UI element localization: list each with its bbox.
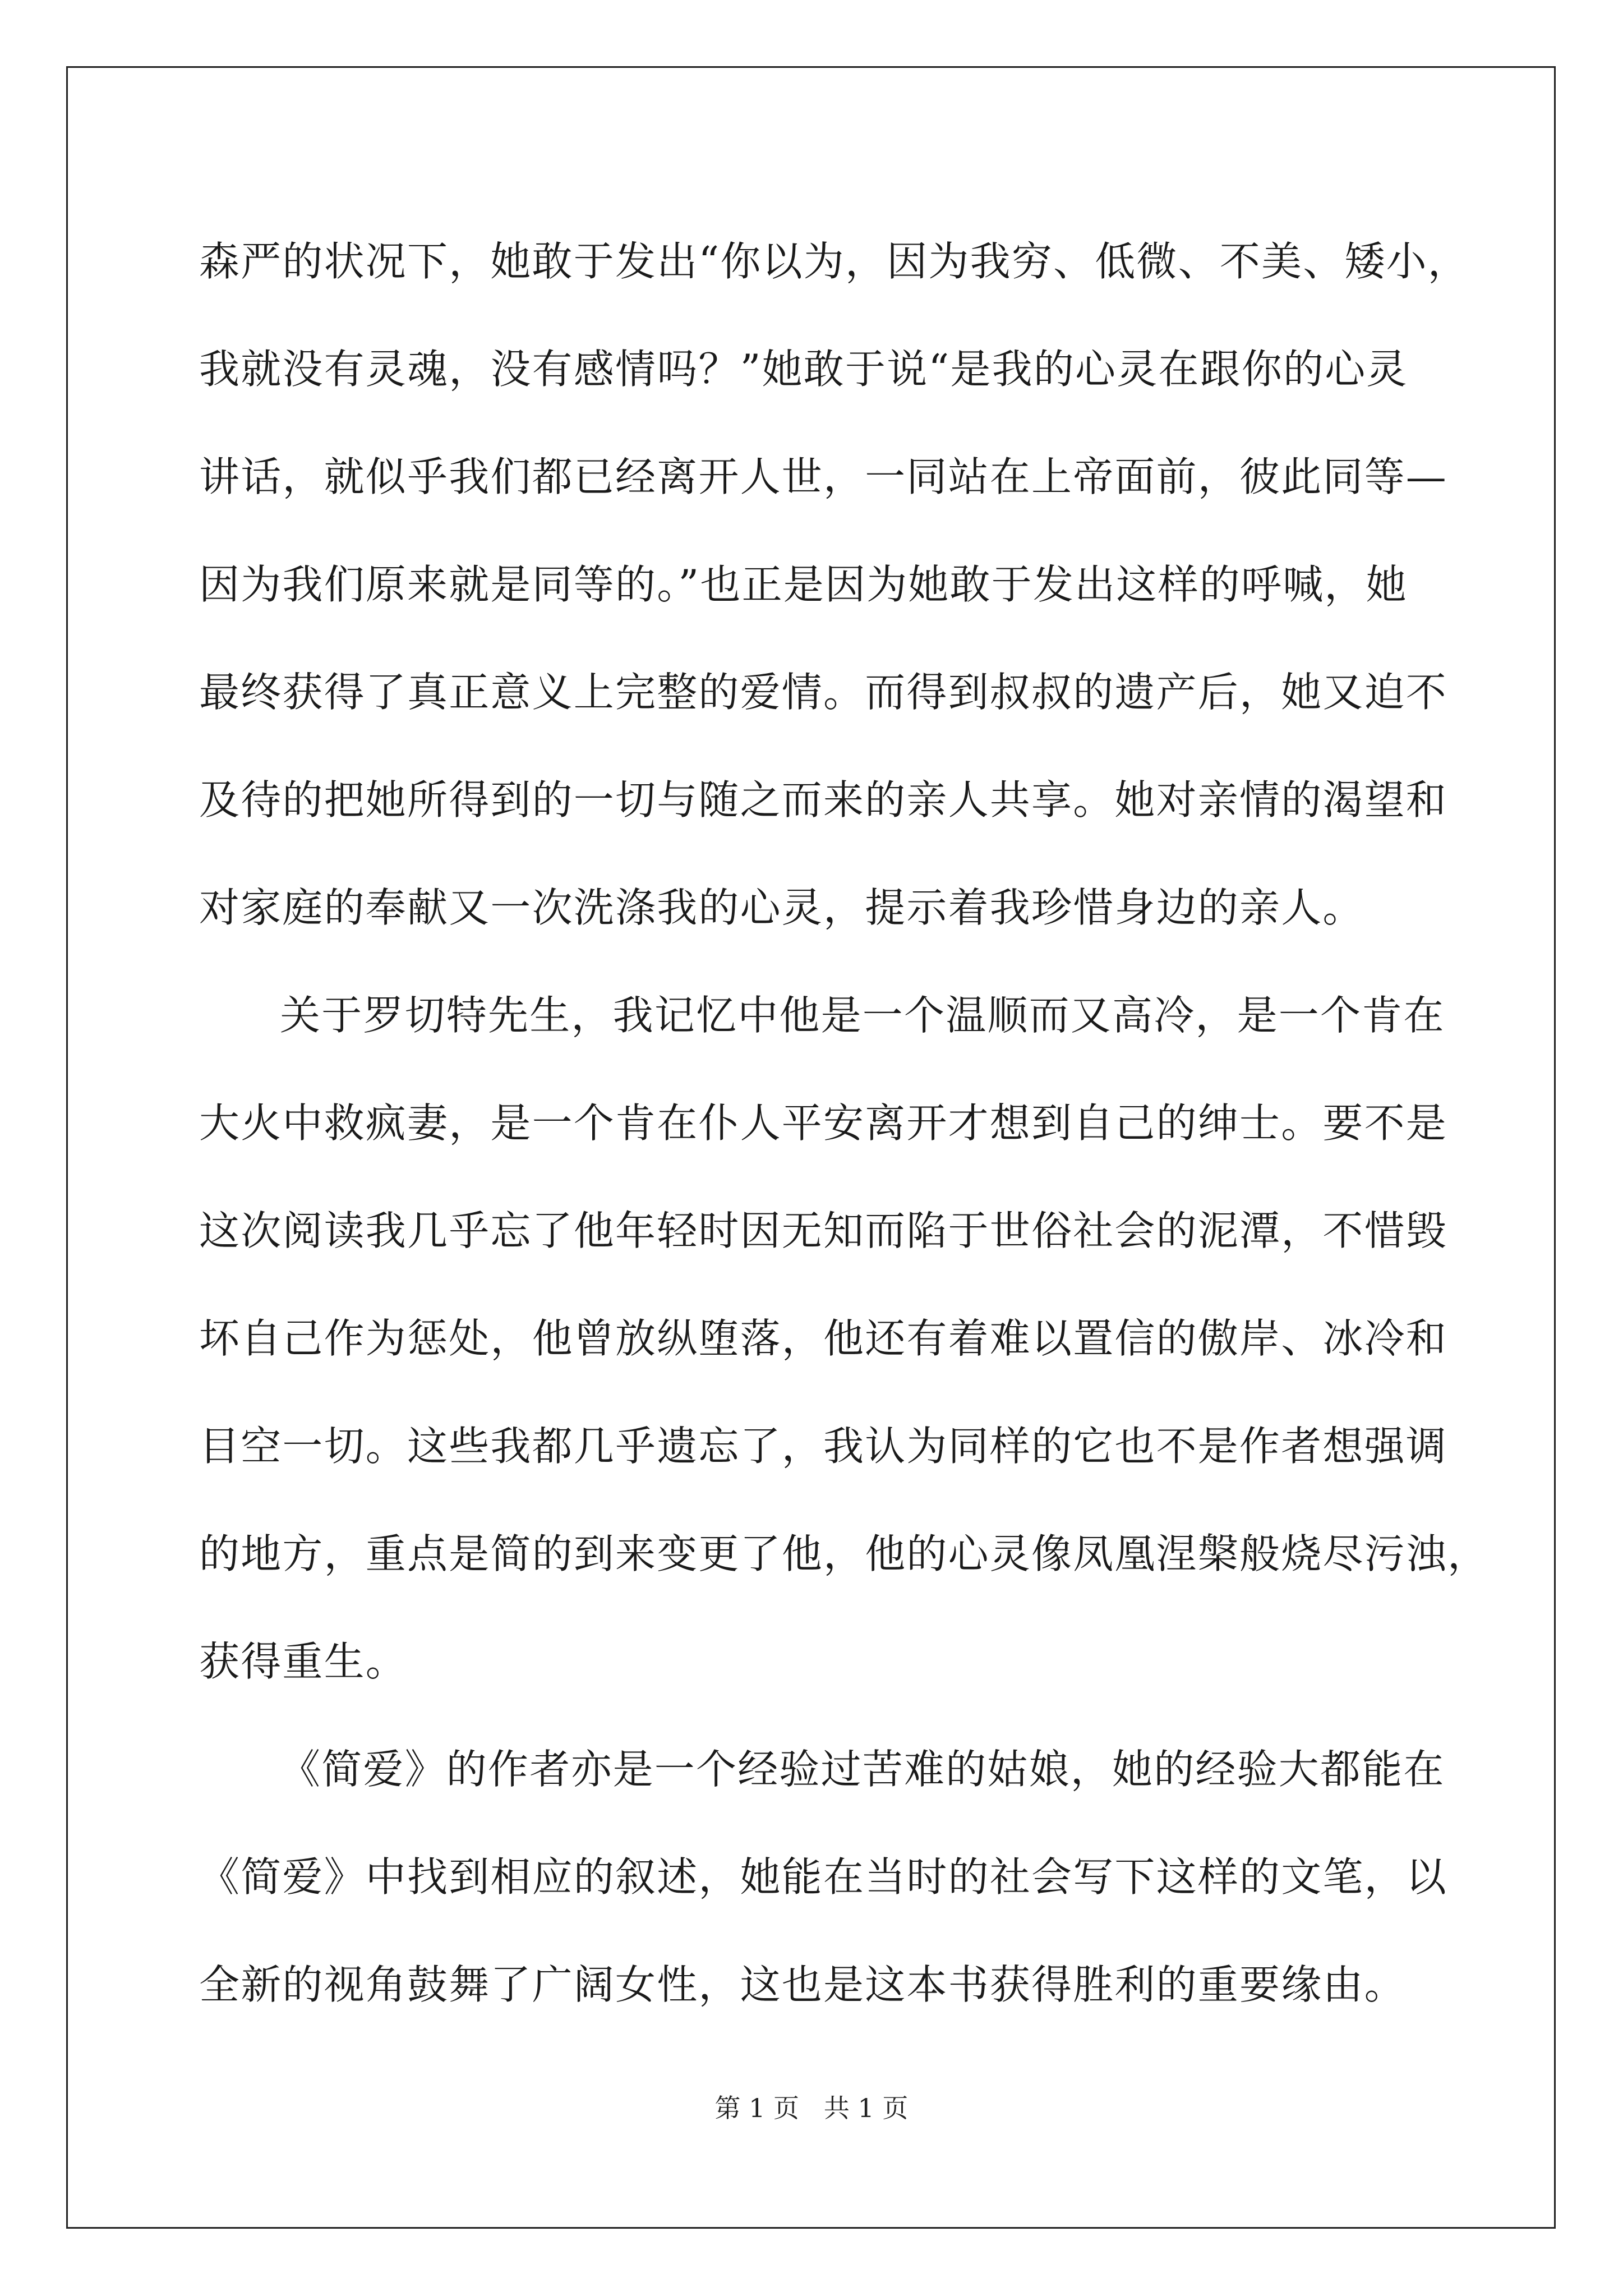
text-line: 全新的视角鼓舞了广阔女性，这也是这本书获得胜利的重要缘由。 [199,1961,1406,2008]
text-line: 《简爱》中找到相应的叙述，她能在当时的社会写下这样的文笔，以 [199,1853,1448,1901]
page-number-footer: 第 1 页 共 1 页 [714,2093,909,2123]
text-line: 《简爱》的作者亦是一个经验过苦难的姑娘，她的经验大都能在 [280,1746,1445,1793]
paragraph-2 [199,961,1490,1715]
text-line: 获得重生。 [199,1638,408,1685]
text-line: 及待的把她所得到的一切与随之而来的亲人共享。她对亲情的渴望和 [199,776,1448,823]
text-line: 对家庭的奉献又一次洗涤我的心灵，提示着我珍惜身边的亲人。 [199,884,1364,931]
text-line: 讲话，就似乎我们都已经离开人世，一同站在上帝面前，彼此同等— [199,453,1448,500]
text-line: 森严的状况下，她敢于发出“你以为，因为我穷、低微、不美、矮小， [199,238,1470,285]
text-line: 这次阅读我几乎忘了他年轻时因无知而陷于世俗社会的泥潭，不惜毁 [199,1207,1448,1254]
text-line: 我就没有灵魂，没有感情吗？”她敢于说“是我的心灵在跟你的心灵 [199,346,1408,393]
text-line: 目空一切。这些我都几乎遗忘了，我认为同样的它也不是作者想强调 [199,1423,1448,1470]
text-line: 关于罗切特先生，我记忆中他是一个温顺而又高冷，是一个肯在 [280,992,1445,1039]
paragraph-3 [199,1715,1448,2039]
document-body [199,208,1490,2039]
text-line: 大火中救疯妻，是一个肯在仆人平安离开才想到自己的绅士。要不是 [199,1099,1448,1147]
text-line: 坏自己作为惩处，他曾放纵堕落，他还有着难以置信的傲岸、冰冷和 [199,1315,1448,1362]
text-line: 因为我们原来就是同等的。”也正是因为她敢于发出这样的呼喊，她 [199,561,1408,608]
paragraph-1 [199,208,1470,961]
text-line: 最终获得了真正意义上完整的爱情。而得到叔叔的遗产后，她又迫不 [199,669,1448,716]
text-line: 的地方，重点是简的到来变更了他，他的心灵像凤凰涅槃般烧尽污浊， [199,1530,1490,1577]
